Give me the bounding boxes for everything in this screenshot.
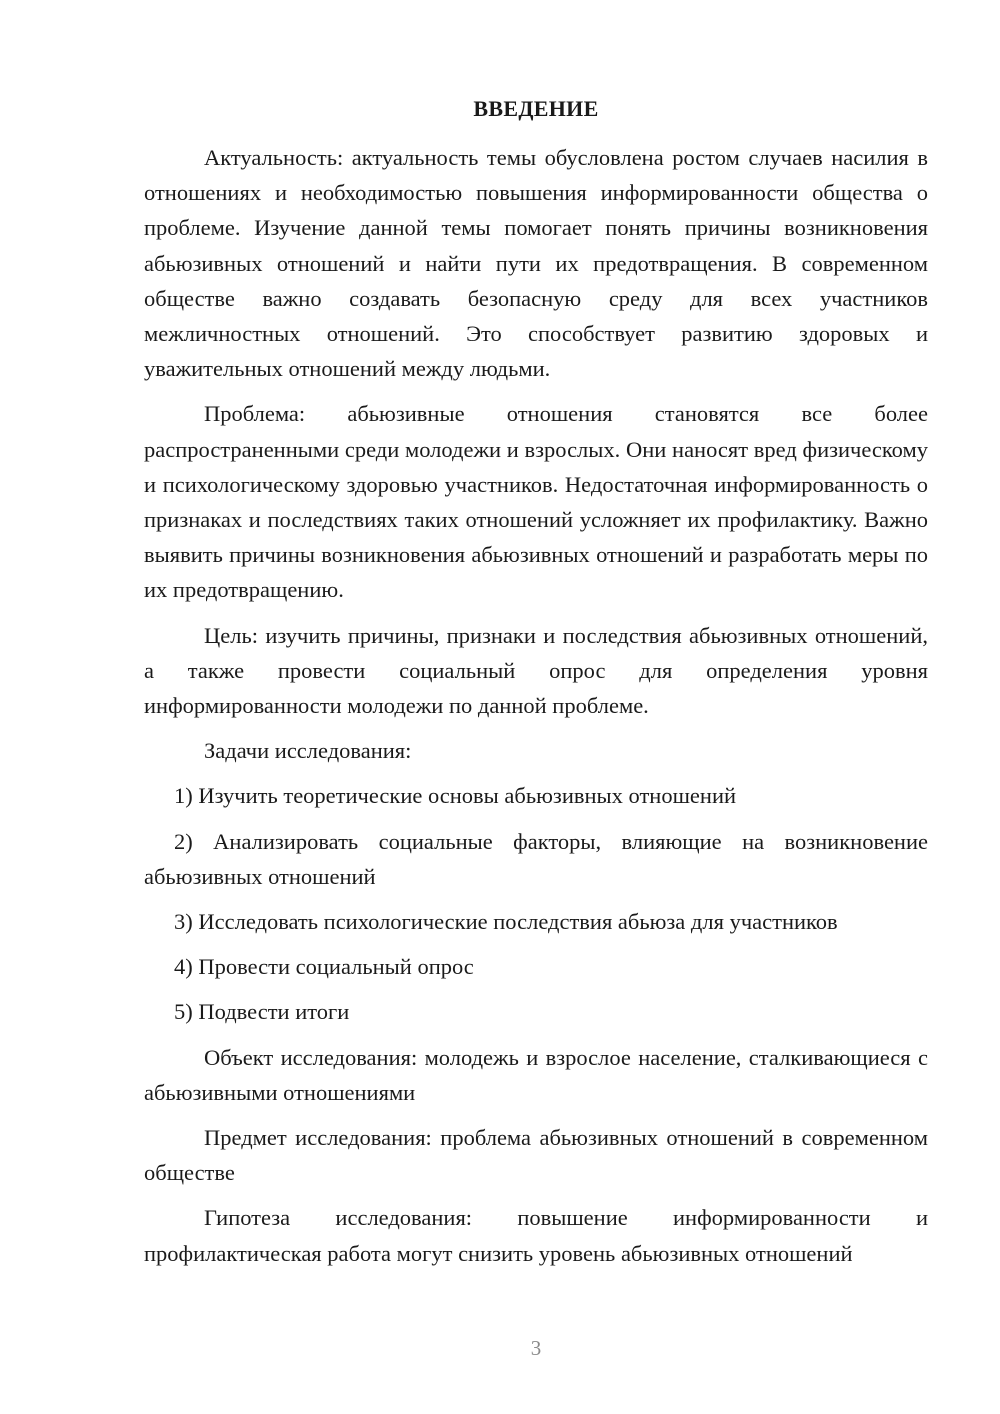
subject-paragraph: Предмет исследования: проблема абьюзивных отношений в современном обществе bbox=[144, 1125, 928, 1186]
tasks-heading: Задачи исследования: bbox=[204, 738, 412, 764]
hypothesis-paragraph: Гипотеза исследования: повышение информированности и профилактическая работа могут снизить уровень абьюзивных отношений bbox=[144, 1205, 928, 1266]
goal-paragraph: Цель: изучить причины, признаки и последствия абьюзивных отношений, а также провести социальный опрос для определения уровня информированности молодежи по данной проблеме. bbox=[144, 622, 928, 719]
page-title: ВВЕДЕНИЕ bbox=[473, 96, 599, 121]
task-item: 1) Изучить теоретические основы абьюзивных отношений bbox=[174, 783, 737, 809]
task-item: 4) Провести социальный опрос bbox=[174, 954, 474, 980]
task-item: 5) Подвести итоги bbox=[174, 999, 350, 1025]
body-text bbox=[144, 140, 928, 1281]
task-item: 3) Исследовать психологические последствия абьюза для участников bbox=[174, 909, 838, 935]
object-paragraph: Объект исследования: молодежь и взрослое население, сталкивающиеся с абьюзивными отношениями bbox=[144, 1044, 928, 1105]
relevance-paragraph: Актуальность: актуальность темы обусловлена ростом случаев насилия в отношениях и необходимостью повышения информированности общества о проблеме. Изучение данной темы помогает понять причины возникновения абьюзивных отношений и найти пути их предотвращения. В современном обществе важно создавать безопасную среду для всех участников межличностных отношений. Это способствует развитию здоровых и уважительных отношений между людьми. bbox=[144, 145, 928, 382]
page-number: 3 bbox=[530, 1336, 542, 1360]
task-item: 2) Анализировать социальные факторы, влияющие на возникновение абьюзивных отношений bbox=[144, 828, 928, 889]
problem-paragraph: Проблема: абьюзивные отношения становятся все более распространенными среди молодежи и взрослых. Они наносят вред физическому и психологическому здоровью участников. Недостаточная информированность о признаках и последствиях таких отношений усложняет их профилактику. Важно выявить причины возникновения абьюзивных отношений и разработать меры по их предотвращению. bbox=[144, 401, 928, 603]
